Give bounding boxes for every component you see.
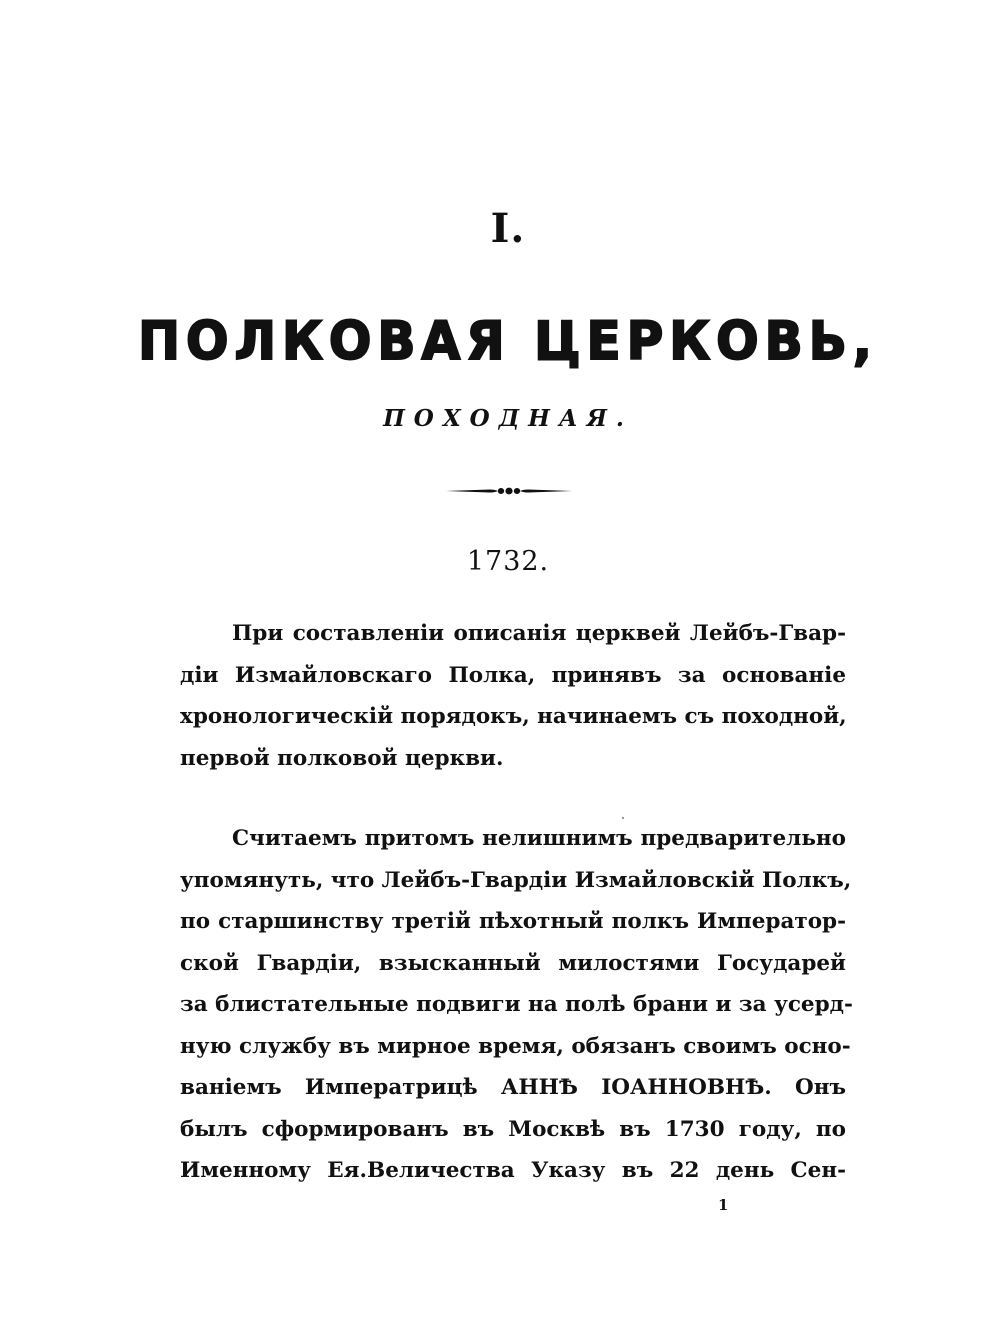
paragraph-line: за блистательные подвиги на полѣ брани и за усерд-	[180, 992, 853, 1017]
paragraph-line: ную службу въ мирное время, обязанъ своимъ осно-	[180, 1033, 851, 1059]
year-heading: 1732.	[466, 546, 550, 577]
chapter-number: I.	[490, 205, 526, 252]
paragraph-line: по старшинству третій пѣхотный полкъ Император-	[180, 909, 846, 934]
paragraph-line: первой полковой церкви.	[180, 745, 504, 771]
decorative-divider-ornament	[446, 484, 572, 498]
paragraph-2	[180, 818, 853, 1192]
paragraph-line: хронологическій порядокъ, начинаемъ съ походной,	[180, 704, 847, 729]
paragraph-line: былъ сформированъ въ Москвѣ въ 1730 году, по	[180, 1116, 846, 1142]
chapter-subtitle: ПОХОДНАЯ.	[383, 405, 633, 432]
paragraph-line: упомянуть, что Лейбъ-Гвардіи Измайловскій Полкъ,	[180, 867, 852, 893]
paragraph-line: ваніемъ Императрицѣ АННѢ ІОАННОВНѢ. Онъ	[180, 1075, 846, 1100]
paragraph-line: ской Гвардіи, взысканный милостями Государей	[180, 950, 846, 976]
paragraph-1	[180, 613, 846, 779]
paragraph-line: діи Измайловскаго Полка, принявъ за основаніе	[180, 662, 846, 688]
paragraph-line: При составленіи описанія церквей Лейбъ-Гвар-	[232, 621, 846, 646]
paragraph-line: Считаемъ притомъ нелишнимъ предварительно	[232, 826, 846, 851]
paragraph-line: Именному Ея.Величества Указу въ 22 день Сен-	[180, 1158, 846, 1183]
chapter-title: ПОЛКОВАЯ ЦЕРКОВЬ,	[138, 310, 878, 372]
page-number: 1	[718, 1196, 729, 1214]
